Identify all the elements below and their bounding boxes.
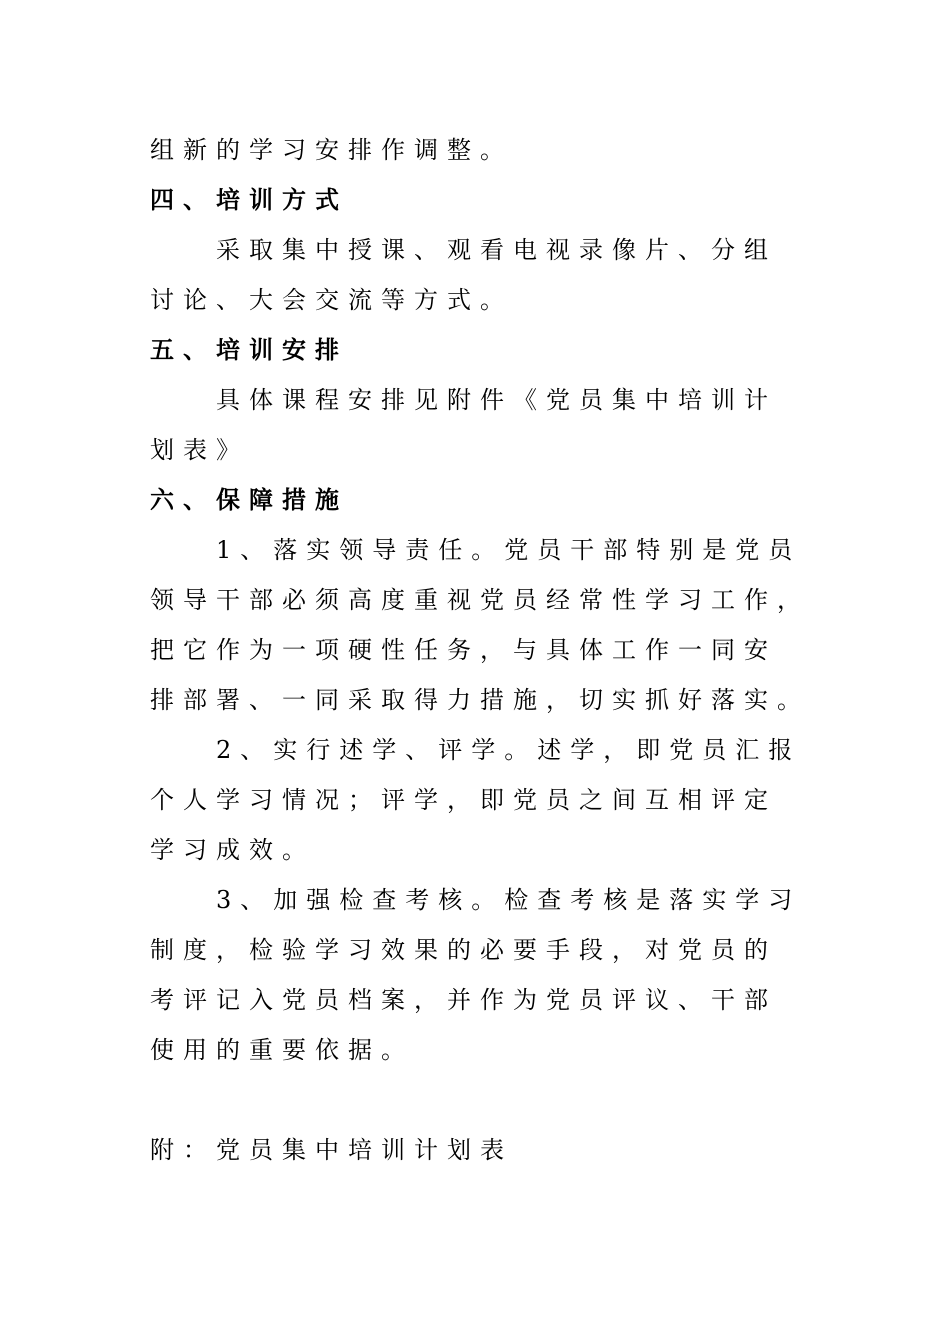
paragraph-safeguard-2: 2、实行述学、评学。述学，即党员汇报 — [216, 736, 802, 764]
paragraph-safeguard-1-cont: 领导干部必须高度重视党员经常性学习工作， — [150, 586, 810, 614]
paragraph-training-method: 采取集中授课、观看电视录像片、分组 — [216, 236, 777, 264]
paragraph-safeguard-3-cont: 考评记入党员档案，并作为党员评议、干部 — [150, 986, 777, 1014]
section-heading-safeguards: 六、保障措施 — [150, 485, 348, 514]
paragraph-safeguard-3-cont: 制度，检验学习效果的必要手段，对党员的 — [150, 936, 777, 964]
paragraph-training-arrangement-cont: 划表》 — [150, 436, 249, 464]
paragraph-safeguard-3-cont: 使用的重要依据。 — [150, 1036, 414, 1064]
paragraph-training-method-cont: 讨论、大会交流等方式。 — [150, 286, 513, 314]
paragraph-safeguard-2-cont: 学习成效。 — [150, 836, 315, 864]
paragraph-safeguard-3: 3、加强检查考核。检查考核是落实学习 — [216, 886, 802, 914]
paragraph-continuation: 组新的学习安排作调整。 — [150, 136, 513, 164]
section-heading-training-method: 四、培训方式 — [150, 185, 348, 214]
paragraph-safeguard-1-cont: 排部署、一同采取得力措施，切实抓好落实。 — [150, 686, 810, 714]
paragraph-safeguard-1: 1、落实领导责任。党员干部特别是党员 — [216, 536, 802, 564]
attachment-note: 附：党员集中培训计划表 — [150, 1136, 513, 1164]
paragraph-safeguard-2-cont: 个人学习情况；评学，即党员之间互相评定 — [150, 786, 777, 814]
section-heading-training-arrangement: 五、培训安排 — [150, 335, 348, 364]
paragraph-training-arrangement: 具体课程安排见附件《党员集中培训计 — [216, 386, 777, 414]
paragraph-safeguard-1-cont: 把它作为一项硬性任务，与具体工作一同安 — [150, 636, 777, 664]
